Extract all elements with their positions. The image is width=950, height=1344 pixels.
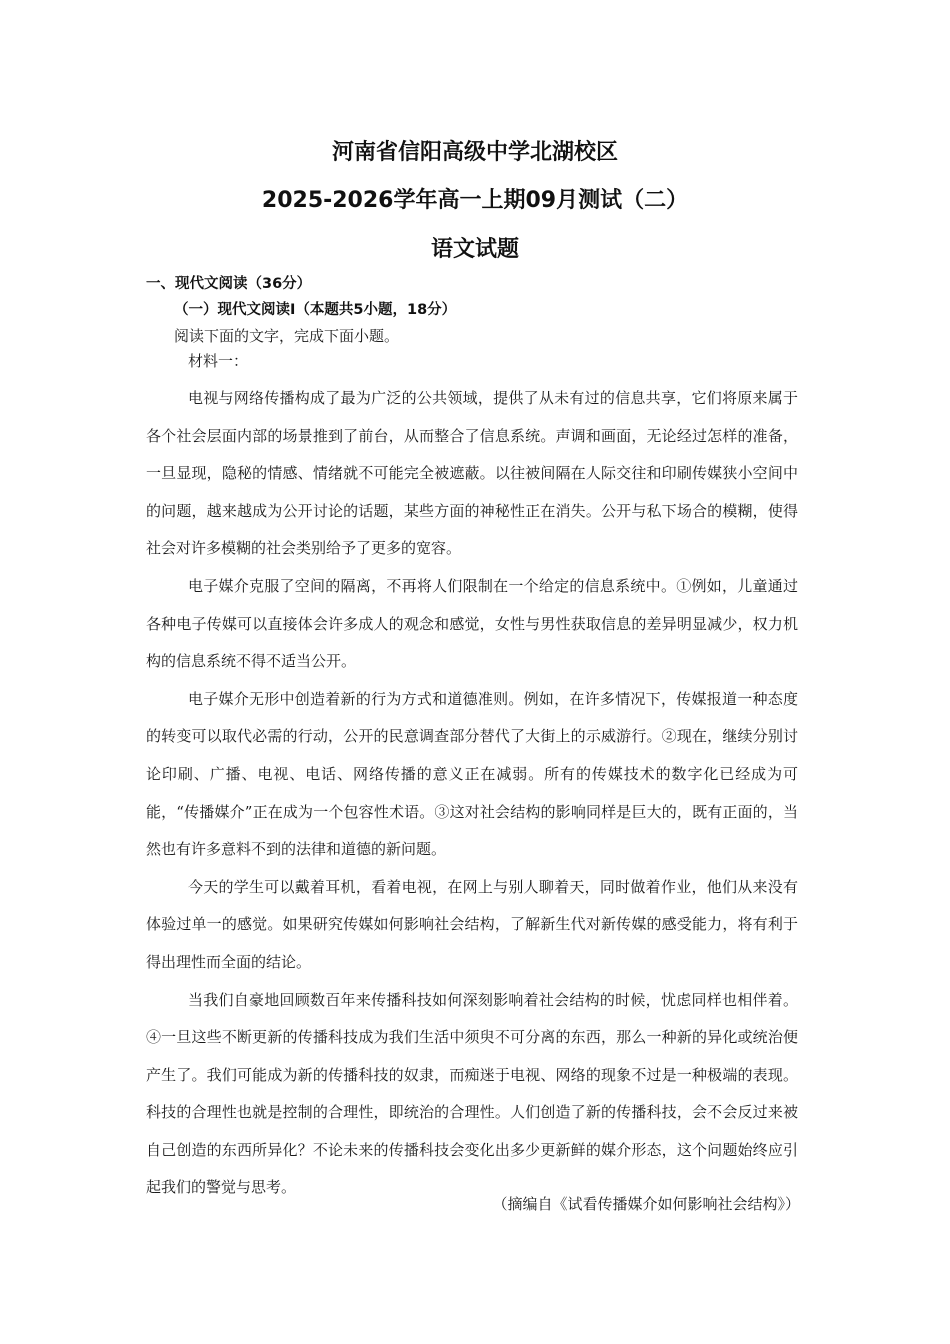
- passage-body: [146, 380, 798, 1207]
- paragraph: 当我们自豪地回顾数百年来传播科技如何深刻影响着社会结构的时候，忧虑同样也相伴着。④一旦这些不断更新的传播科技成为我们生活中须臾不可分离的东西，那么一种新的异化或统治便产生了。我们可能成为新的传播科技的奴隶，而痴迷于电视、网络的现象不过是一种极端的表现。科技的合理性也就是控制的合理性，即统治的合理性。人们创造了新的传播科技，会不会反过来被自己创造的东西所异化？不论未来的传播科技会变化出多少更新鲜的媒介形态，这个问题始终应引起我们的警觉与思考。: [146, 990, 798, 1197]
- paragraph: 今天的学生可以戴着耳机，看着电视，在网上与别人聊着天，同时做着作业，他们从来没有体验过单一的感觉。如果研究传媒如何影响社会结构，了解新生代对新传媒的感受能力，将有利于得出理性而全面的结论。: [146, 877, 798, 971]
- paragraph: 电子媒介无形中创造着新的行为方式和道德准则。例如，在许多情况下，传媒报道一种态度的转变可以取代必需的行动，公开的民意调查部分替代了大街上的示威游行。②现在，继续分别讨论印刷、广播、电视、电话、网络传播的意义正在减弱。所有的传媒技术的数字化已经成为可能，“传播媒介”正在成为一个包容性术语。③这对社会结构的影响同样是巨大的，既有正面的，当然也有许多意料不到的法律和道德的新问题。: [146, 689, 798, 859]
- material-label: 材料一：: [188, 352, 249, 370]
- exam-title: 2025-2026学年高一上期09月测试（二）: [261, 188, 689, 213]
- reading-instruction: 阅读下面的文字，完成下面小题。: [174, 327, 400, 345]
- subject-title: 语文试题: [430, 237, 519, 262]
- paragraph: 电视与网络传播构成了最为广泛的公共领域，提供了从未有过的信息共享，它们将原来属于各个社会层面内部的场景推到了前台，从而整合了信息系统。声调和画面，无论经过怎样的准备，一旦显现，隐秘的情感、情绪就不可能完全被遮蔽。以往被间隔在人际交往和印刷传媒狭小空间中的问题，越来越成为公开讨论的话题，某些方面的神秘性正在消失。公开与私下场合的模糊，使得社会对许多模糊的社会类别给予了更多的宽容。: [146, 389, 798, 558]
- source-citation: （摘编自《试看传播媒介如何影响社会结构》）: [492, 1195, 800, 1213]
- subsection-heading: （一）现代文阅读I（本题共5小题，18分）: [174, 302, 457, 318]
- paragraph: 电子媒介克服了空间的隔离，不再将人们限制在一个给定的信息系统中。①例如，儿童通过各种电子传媒可以直接体会许多成人的观念和感觉，女性与男性获取信息的差异明显减少，权力机构的信息系统不得不适当公开。: [146, 576, 798, 671]
- school-title: 河南省信阳高级中学北湖校区: [331, 140, 618, 165]
- section-heading: 一、现代文阅读（36分）: [146, 276, 312, 292]
